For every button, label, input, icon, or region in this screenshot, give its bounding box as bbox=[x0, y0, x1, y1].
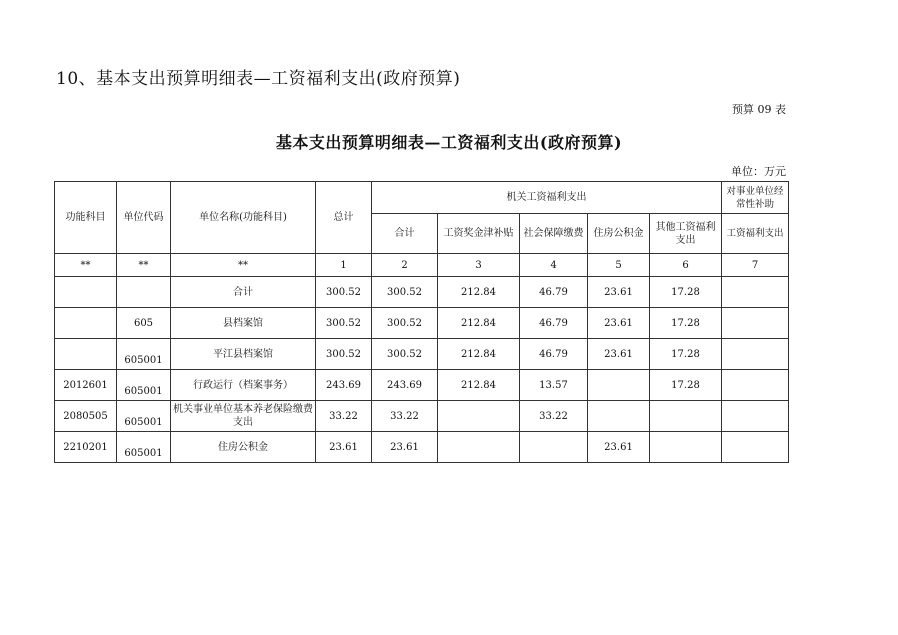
cell-total: 300.52 bbox=[316, 339, 372, 370]
cell-unit-code: 605001 bbox=[117, 339, 171, 370]
cell-social bbox=[520, 432, 588, 463]
header-org-wages-group: 机关工资福利支出 bbox=[372, 182, 722, 214]
cell-housing: 23.61 bbox=[588, 308, 650, 339]
index-cell: 4 bbox=[520, 254, 588, 277]
index-cell: 1 bbox=[316, 254, 372, 277]
cell-subtotal: 300.52 bbox=[372, 339, 438, 370]
cell-inst-wages bbox=[722, 432, 789, 463]
cell-unit-name: 平江县档案馆 bbox=[171, 339, 316, 370]
header-func-subject: 功能科目 bbox=[55, 182, 117, 254]
cell-inst-wages bbox=[722, 401, 789, 432]
cell-subtotal: 300.52 bbox=[372, 277, 438, 308]
cell-total: 23.61 bbox=[316, 432, 372, 463]
cell-social: 46.79 bbox=[520, 277, 588, 308]
header-row-1 bbox=[55, 182, 789, 214]
cell-func-subject: 2012601 bbox=[55, 370, 117, 401]
cell-func-subject bbox=[55, 277, 117, 308]
index-cell: 7 bbox=[722, 254, 789, 277]
table-code: 预算 09 表 bbox=[732, 103, 786, 116]
cell-other: 17.28 bbox=[650, 308, 722, 339]
cell-unit-code: 605001 bbox=[117, 370, 171, 401]
cell-inst-wages bbox=[722, 370, 789, 401]
header-total: 总计 bbox=[316, 182, 372, 254]
header-other-wages: 其他工资福利支出 bbox=[650, 214, 722, 254]
cell-social: 13.57 bbox=[520, 370, 588, 401]
cell-other bbox=[650, 401, 722, 432]
cell-unit-name: 合计 bbox=[171, 277, 316, 308]
header-social-security: 社会保障缴费 bbox=[520, 214, 588, 254]
header-unit-name: 单位名称(功能科目) bbox=[171, 182, 316, 254]
cell-wages: 212.84 bbox=[438, 308, 520, 339]
cell-other: 17.28 bbox=[650, 339, 722, 370]
cell-inst-wages bbox=[722, 308, 789, 339]
cell-housing: 23.61 bbox=[588, 277, 650, 308]
table-row bbox=[55, 432, 789, 463]
unit-label: 单位：万元 bbox=[731, 165, 786, 178]
index-cell: 5 bbox=[588, 254, 650, 277]
cell-wages: 212.84 bbox=[438, 370, 520, 401]
cell-total: 243.69 bbox=[316, 370, 372, 401]
table-row bbox=[55, 308, 789, 339]
cell-unit-name: 县档案馆 bbox=[171, 308, 316, 339]
index-cell: ** bbox=[171, 254, 316, 277]
cell-total: 300.52 bbox=[316, 277, 372, 308]
cell-unit-code: 605001 bbox=[117, 432, 171, 463]
header-subtotal: 合计 bbox=[372, 214, 438, 254]
index-cell: ** bbox=[117, 254, 171, 277]
cell-unit-name: 住房公积金 bbox=[171, 432, 316, 463]
cell-func-subject: 2210201 bbox=[55, 432, 117, 463]
index-cell: 2 bbox=[372, 254, 438, 277]
cell-func-subject bbox=[55, 339, 117, 370]
cell-social: 46.79 bbox=[520, 308, 588, 339]
header-inst-subsidy-group: 对事业单位经常性补助 bbox=[722, 182, 789, 214]
index-cell: 6 bbox=[650, 254, 722, 277]
cell-housing: 23.61 bbox=[588, 432, 650, 463]
cell-wages: 212.84 bbox=[438, 277, 520, 308]
cell-func-subject: 2080505 bbox=[55, 401, 117, 432]
cell-social: 33.22 bbox=[520, 401, 588, 432]
cell-subtotal: 243.69 bbox=[372, 370, 438, 401]
table-title: 基本支出预算明细表—工资福利支出(政府预算) bbox=[275, 133, 623, 152]
header-wages-bonus: 工资奖金津补贴 bbox=[438, 214, 520, 254]
header-housing-fund: 住房公积金 bbox=[588, 214, 650, 254]
cell-unit-name: 行政运行（档案事务） bbox=[171, 370, 316, 401]
header-unit-code: 单位代码 bbox=[117, 182, 171, 254]
cell-housing bbox=[588, 401, 650, 432]
cell-unit-code: 605 bbox=[117, 308, 171, 339]
cell-inst-wages bbox=[722, 339, 789, 370]
document-heading: 10、基本支出预算明细表—工资福利支出(政府预算) bbox=[56, 69, 461, 89]
cell-subtotal: 300.52 bbox=[372, 308, 438, 339]
table-row bbox=[55, 370, 789, 401]
cell-other bbox=[650, 432, 722, 463]
cell-total: 300.52 bbox=[316, 308, 372, 339]
cell-unit-code: 605001 bbox=[117, 401, 171, 432]
cell-inst-wages bbox=[722, 277, 789, 308]
cell-housing bbox=[588, 370, 650, 401]
index-row bbox=[55, 254, 789, 277]
cell-wages: 212.84 bbox=[438, 339, 520, 370]
cell-wages bbox=[438, 432, 520, 463]
cell-func-subject bbox=[55, 308, 117, 339]
cell-social: 46.79 bbox=[520, 339, 588, 370]
table-row bbox=[55, 401, 789, 432]
budget-table bbox=[54, 181, 789, 463]
cell-unit-code bbox=[117, 277, 171, 308]
cell-housing: 23.61 bbox=[588, 339, 650, 370]
table-row bbox=[55, 339, 789, 370]
cell-other: 17.28 bbox=[650, 370, 722, 401]
cell-other: 17.28 bbox=[650, 277, 722, 308]
cell-subtotal: 23.61 bbox=[372, 432, 438, 463]
cell-unit-name: 机关事业单位基本养老保险缴费支出 bbox=[171, 401, 316, 432]
cell-subtotal: 33.22 bbox=[372, 401, 438, 432]
index-cell: 3 bbox=[438, 254, 520, 277]
cell-wages bbox=[438, 401, 520, 432]
table-row bbox=[55, 277, 789, 308]
header-inst-wages: 工资福利支出 bbox=[722, 214, 789, 254]
cell-total: 33.22 bbox=[316, 401, 372, 432]
index-cell: ** bbox=[55, 254, 117, 277]
